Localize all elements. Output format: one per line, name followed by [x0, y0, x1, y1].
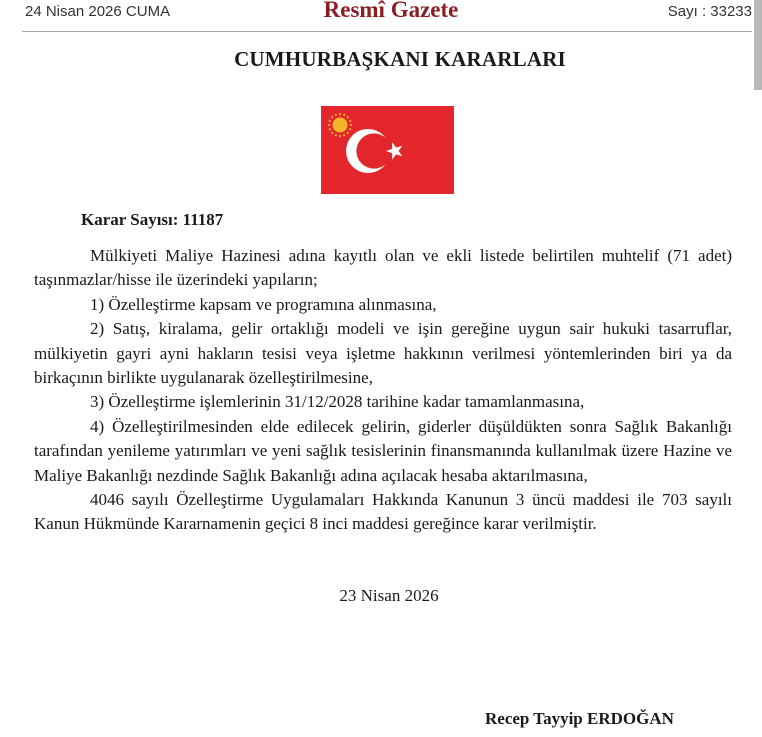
clause-1: 1) Özelleştirme kapsam ve programına alınmasına, [90, 294, 437, 314]
signature-date: 23 Nisan 2026 [339, 586, 439, 605]
signer-name: Recep Tayyip ERDOĞAN [485, 709, 674, 728]
clause-4: 4) Özelleştirilmesinden elde edilecek gelirin, giderler düşüldükten sonra Sağlık Bakanlığı tarafından yenileme yatırımları ve yeni sağlık tesislerinin finansmanında kullanılmak üzere Hazine ve Maliye Bakanlığı nezdinde Sağlık Bakanlığı adına açılacak hesaba aktarılmasına, [34, 416, 732, 485]
issue-number: Sayı : 33233 [667, 3, 752, 20]
decree-body [34, 244, 732, 537]
gazette-header [0, 0, 752, 31]
clause-2: 2) Satış, kiralama, gelir ortaklığı modeli ve işin gereğine uygun sair hukuki tasarruflar, mülkiyetin gayri ayni hakların tesisi veya işletme hakkının verilmesi yöntemlerinden biri ya da birkaçının birlikte uygulanarak özelleştirilmesine, [34, 319, 732, 388]
section-title: CUMHURBAŞKANI KARARLARI [234, 47, 566, 71]
scrollbar[interactable] [754, 0, 762, 737]
gazette-brand: Resmî Gazete [323, 0, 459, 22]
decision-number: Karar Sayısı: 11187 [81, 210, 224, 229]
legal-basis-paragraph: 4046 sayılı Özelleştirme Uygulamaları Hakkında Kanunun 3 üncü maddesi ile 703 sayılı Kanun Hükmünde Kararnamenin geçici 8 inci maddesi gereğince karar verilmiştir. [34, 490, 732, 534]
scrollbar-thumb[interactable] [754, 0, 762, 90]
header-divider [22, 31, 752, 32]
publication-date: 24 Nisan 2026 CUMA [25, 3, 171, 20]
intro-paragraph: Mülkiyeti Maliye Hazinesi adına kayıtlı olan ve ekli listede belirtilen muhtelif (71 adet) taşınmazlar/hisse ile üzerindeki yapıların; [34, 246, 732, 290]
clause-3: 3) Özelleştirme işlemlerinin 31/12/2028 tarihine kadar tamamlanmasına, [90, 392, 585, 412]
presidential-flag-icon [321, 106, 454, 194]
